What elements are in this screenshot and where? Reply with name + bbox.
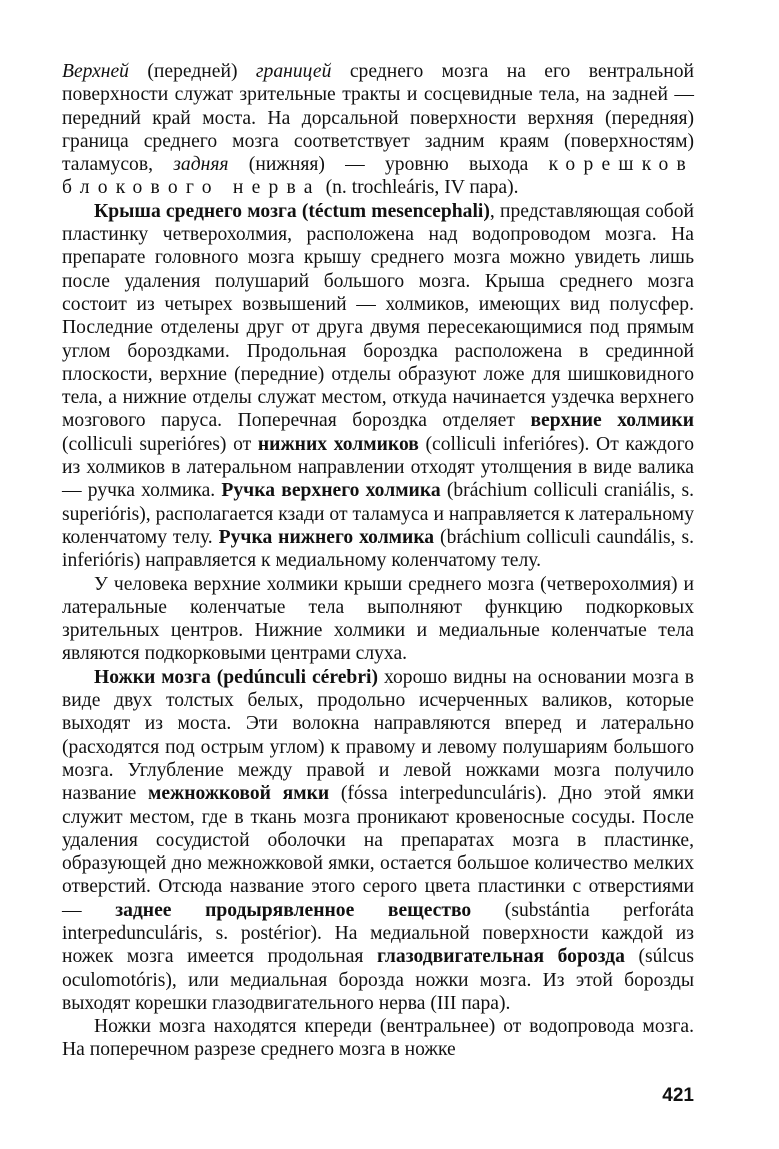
spaced-term: корешков блокового нерва	[62, 154, 694, 199]
text-run: , представляющая собой пластинку четверохолмия, расположена над водопроводом мозга. На препарате головного мозга крышу среднего мозга можно увидеть лишь после удаления полушарий большого мозга. Крыша среднего мозга состоит из четырех возвышений — холмиков, имеющих вид полусфер. Последние отделены друг от друга двумя пересекающимися под прямым углом бороздками. Продольная бороздка расположена в срединной плоскости, верхние (передние) отделы образуют ложе для шишковидного тела, а нижние отделы служат местом, откуда начинается уздечка верхнего мозгового паруса. Поперечная бороздка отделяет	[62, 200, 695, 432]
italic-term: задняя	[173, 154, 229, 176]
bold-term: верхние холмики	[530, 410, 694, 432]
text-run: (передней)	[128, 61, 256, 82]
paragraph	[62, 60, 694, 200]
text-run: (bráchium colliculi craniális, s. superióris), располагается кзади от таламуса и направляется к латеральному коленчатому телу.	[62, 480, 695, 548]
bold-term: глазодвигательная борозда	[377, 946, 625, 968]
text-run: (n. trochleáris, IV пара).	[320, 177, 519, 199]
bold-term: заднее продырявленное вещество	[115, 899, 472, 921]
paragraph	[62, 666, 694, 1015]
text-run: (substántia perforáta interpedunculáris, s. postérior). На медиальной поверхности каждой из ножек мозга имеется продольная	[62, 899, 694, 968]
text-run: Ножки мозга находятся кпереди (вентральнее) от водопровода мозга. На поперечном разрезе среднего мозга в ножке	[62, 1016, 694, 1061]
text-run: (súlcus oculomotóris), или медиальная борозда ножки мозга. Из этой борозды выходят корешки глазодвигательного нерва (III пара).	[62, 946, 694, 1014]
bold-term: Ножки мозга (pedúnculi cérebri)	[94, 666, 378, 688]
text-run: среднего мозга на его вентральной поверхности служат зрительные тракты и сосцевидные тела, на задней — передний край моста. На дорсальной поверхности верхняя (передняя) граница среднего мозга соответствует задним краям (поверхностям) таламусов,	[62, 61, 694, 176]
page-body	[62, 60, 694, 1062]
text-run: (bráchium colliculi caundális, s. inferióris) направляется к медиальному коленчатому телу.	[62, 526, 694, 572]
bold-term: межножковой ямки	[148, 783, 330, 805]
bold-term: Крыша среднего мозга (téctum mesencephali)	[94, 200, 490, 222]
italic-term: границей	[255, 61, 332, 82]
paragraph	[62, 573, 694, 666]
text-run: (нижняя) — уровню выхода	[228, 154, 549, 176]
bold-term: Ручка верхнего холмика	[221, 480, 441, 502]
bold-term: нижних холмиков	[257, 433, 419, 455]
page-number: 421	[662, 1085, 694, 1106]
italic-term: Верхней	[62, 61, 129, 82]
text-run: (colliculi inferióres). От каждого из холмиков в латеральном направлении отходят утолщения в виде валика — ручка холмика.	[62, 433, 694, 502]
text-run: У человека верхние холмики крыши среднего мозга (четверохолмия) и латеральные коленчатые тела выполняют функцию подкорковых зрительных центров. Нижние холмики и медиальные коленчатые тела являются подкорковыми центрами слуха.	[62, 573, 694, 665]
text-run: (fóssa interpedunculáris). Дно этой ямки служит местом, где в ткань мозга проникают кровеносные сосуды. После удаления сосудистой оболочки на препаратах мозга в пластинке, образующей дно межножковой ямки, остается большое количество мелких отверстий. Отсюда название этого серого цвета пластинки с отверстиями —	[62, 783, 695, 921]
bold-term: Ручка нижнего холмика	[218, 526, 435, 548]
paragraph	[62, 1015, 694, 1062]
text-run: (colliculi superióres) от	[62, 433, 258, 455]
text-run: хорошо видны на основании мозга в виде двух толстых белых, продольно исчерченных валиков, которые выходят из моста. Эти волокна направляются вперед и латерально (расходятся под острым углом) к правому и левому полушариям большого мозга. Углубление между правой и левой ножками мозга получило название	[62, 666, 694, 805]
paragraph	[62, 200, 694, 573]
